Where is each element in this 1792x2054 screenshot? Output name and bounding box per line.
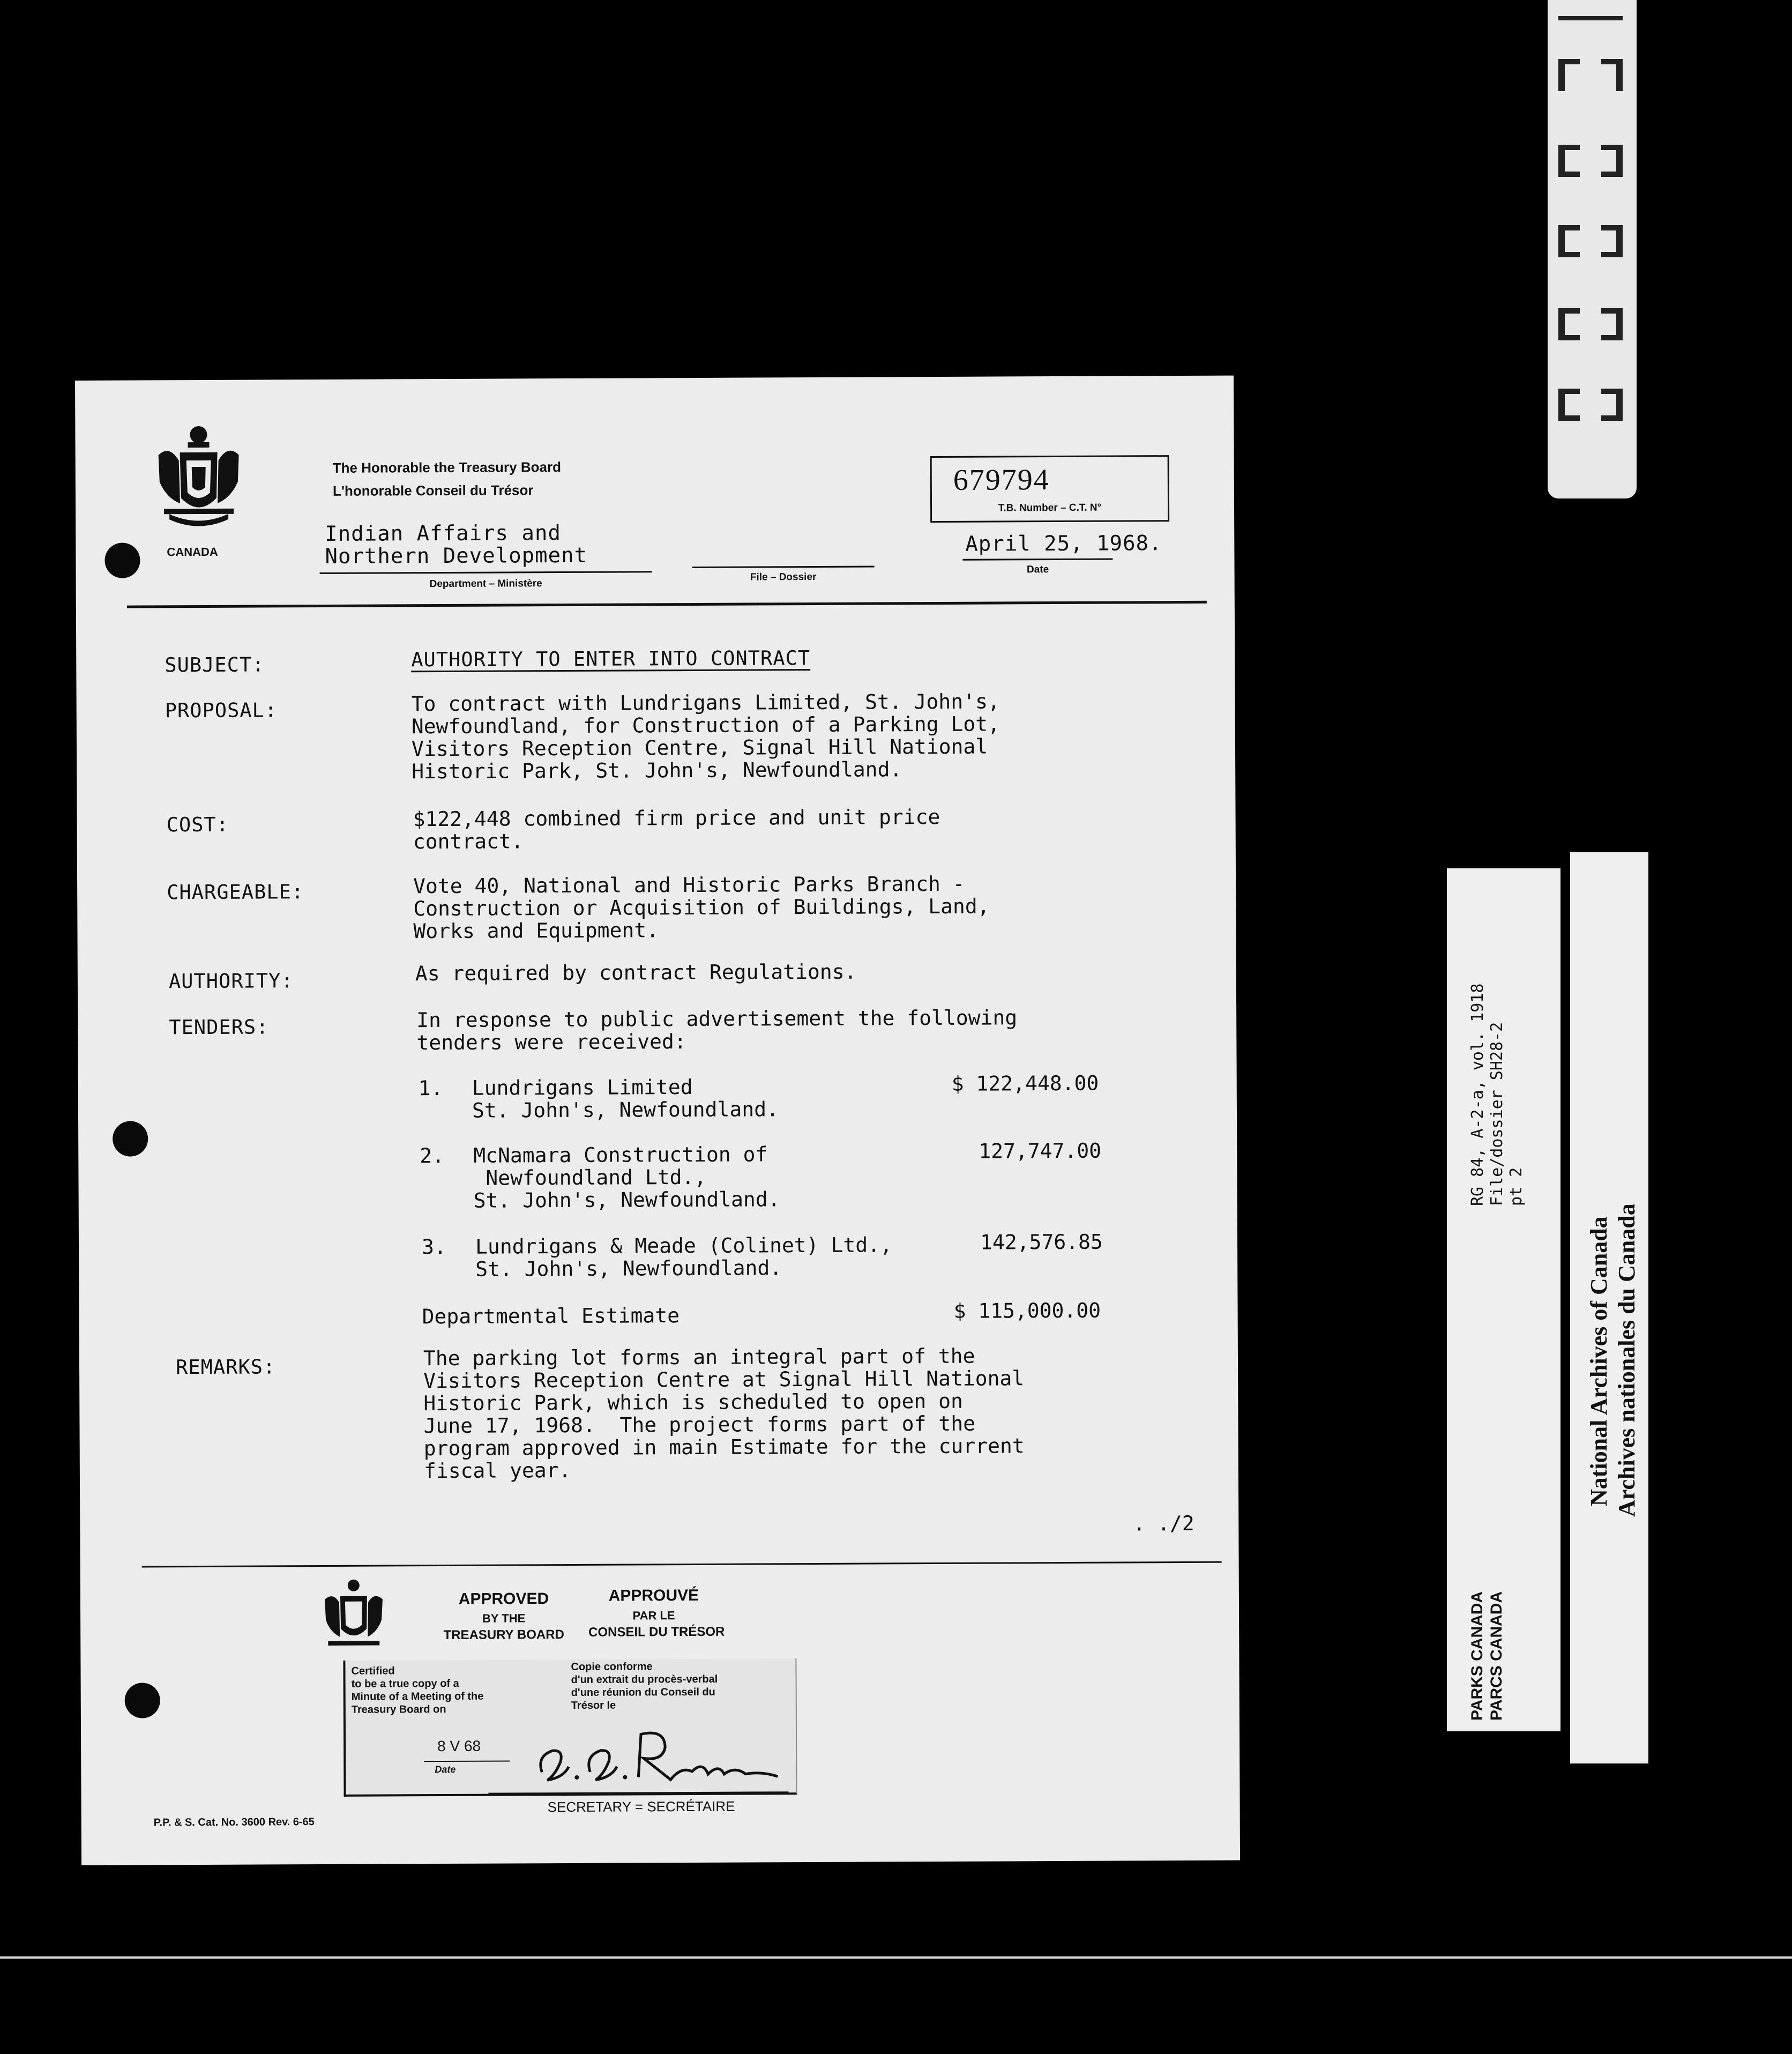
estimate-amount: $ 115,000.00 [953,1298,1101,1323]
department-caption: Department – Ministère [429,578,542,590]
approval-date-caption: Date [435,1763,456,1775]
date-underline [962,559,1112,561]
cost-label: COST: [166,813,229,837]
subject-label: SUBJECT: [165,653,265,677]
remarks-label: REMARKS: [175,1355,276,1379]
file-underline [692,565,875,568]
tb-number: 679794 [953,463,1050,497]
parks-canada-en: PARKS CANADA [1468,1591,1486,1721]
film-edge-line [0,1956,1792,1959]
document-date: April 25, 1968. [965,531,1162,556]
certified-fr: Copie conforme d'un extrait du procès-verbal d'une réunion du Conseil du Trésor le [571,1661,718,1711]
national-archives-en: National Archives of Canada [1586,1216,1612,1506]
department-underline [320,571,652,574]
estimate-label: Departmental Estimate [422,1304,680,1329]
cost-value: $122,448 combined firm price and unit price contract. [413,805,940,854]
punch-hole-top [104,542,140,578]
document-page [75,376,1240,1865]
form-code: P.P. & S. Cat. No. 3600 Rev. 6-65 [153,1816,315,1829]
tender-1-number: 1. [418,1076,443,1100]
approved-conseil: CONSEIL DU TRÉSOR [588,1624,725,1640]
certified-en: Certified to be a true copy of a Minute of a Meeting of the Treasury Board on [351,1665,484,1716]
page-continued: . ./2 [1133,1511,1194,1536]
approved-treasury-board: TREASURY BOARD [443,1627,564,1643]
secretary-caption: SECRETARY = SECRÉTAIRE [547,1798,735,1815]
department-line-2: Northern Development [325,543,588,569]
tender-2-amount: 127,747.00 [979,1138,1102,1163]
date-caption: Date [1026,564,1049,576]
chargeable-value: Vote 40, National and Historic Parks Branch - Construction or Acquisition of Buildings, Land, Works and Equipment. [413,872,990,943]
proposal-label: PROPOSAL: [165,698,278,723]
archive-reference: RG 84, A-2-a, vol. 1918 File/dossier SH28-2 pt 2 [1468,983,1526,1206]
approved-by-the: BY THE [482,1611,526,1625]
authority-value: As required by contract Regulations. [415,959,857,986]
parks-canada-fr: PARCS CANADA [1488,1591,1505,1721]
frame-counter-strip [1548,0,1637,498]
tender-1-amount: $ 122,448.00 [951,1071,1099,1096]
tb-number-caption: T.B. Number – C.T. N° [998,502,1102,514]
file-caption: File – Dossier [750,571,817,583]
board-name-fr: L'honorable Conseil du Trésor [332,482,534,499]
stamp-coat-of-arms-icon [322,1577,386,1658]
tenders-intro: In response to public advertisement the following tenders were received: [416,1006,1018,1055]
subject-value: AUTHORITY TO ENTER INTO CONTRACT [411,646,811,672]
tender-3-number: 3. [421,1234,446,1259]
remarks-value: The parking lot forms an integral part of the Visitors Reception Centre at Signal Hill National Historic Park, which is scheduled to open on June 17, 1968. The project forms part of the program approved in main Estimate for the current fiscal year. [423,1344,1025,1483]
archive-reference-strip [1447,868,1560,1731]
tenders-label: TENDERS: [169,1015,269,1039]
header-divider [127,601,1207,608]
department-line-1: Indian Affairs and [325,521,561,546]
national-archives-fr: Archives nationales du Canada [1614,1203,1640,1517]
tender-3-amount: 142,576.85 [980,1230,1103,1254]
punch-hole-middle [113,1121,148,1156]
canada-label: CANADA [167,545,218,559]
footer-divider [142,1561,1222,1568]
approved-par-le: PAR LE [632,1609,675,1623]
tender-2-name: McNamara Construction of Newfoundland Ltd., St. John's, Newfoundland. [473,1142,780,1212]
approved-fr: APPROUVÉ [608,1586,699,1605]
tender-1-name: Lundrigans Limited St. John's, Newfoundland. [472,1075,779,1122]
tb-number-box [930,455,1170,523]
national-archives-strip [1570,852,1648,1763]
tender-2-number: 2. [420,1144,445,1168]
approval-date: 8 V 68 [437,1737,481,1755]
tender-3-name: Lundrigans & Meade (Colinet) Ltd., St. John's, Newfoundland. [475,1233,893,1281]
authority-label: AUTHORITY: [168,969,294,993]
secretary-signature [531,1723,789,1793]
coat-of-arms-icon [153,423,244,536]
punch-hole-bottom [125,1683,160,1718]
proposal-value: To contract with Lundrigans Limited, St. John's, Newfoundland, for Construction of a Parking Lot, Visitors Reception Centre, Signal Hill National Historic Park, St. John's, Newfoundland. [411,689,1000,784]
approved-en: APPROVED [458,1590,549,1608]
board-name-en: The Honorable the Treasury Board [332,459,561,476]
chargeable-label: CHARGEABLE: [167,880,304,904]
